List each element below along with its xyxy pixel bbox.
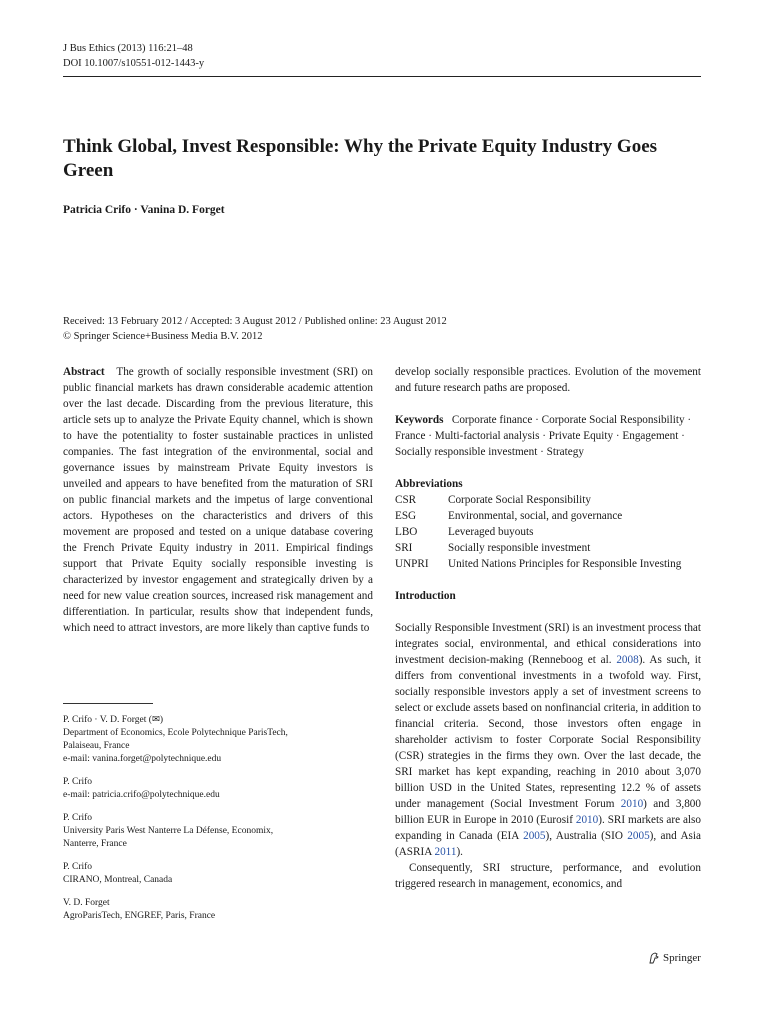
affiliation-line: University Paris West Nanterre La Défense, Economix, bbox=[63, 826, 274, 836]
keywords-label: Keywords bbox=[395, 414, 444, 426]
abbreviation-value: Corporate Social Responsibility bbox=[448, 494, 591, 506]
publication-dates bbox=[63, 314, 447, 344]
citation-link[interactable]: 2010 bbox=[620, 798, 644, 810]
abbreviation-row bbox=[395, 524, 701, 540]
journal-header bbox=[63, 41, 204, 71]
introduction-paragraph-2: Consequently, SRI structure, performance, and evolution triggered research in management, economics, and bbox=[395, 862, 701, 890]
affiliation-line: AgroParisTech, ENGREF, Paris, France bbox=[63, 911, 216, 921]
keywords-text: Corporate finance · Corporate Social Responsibility · France · Multi-factorial analysis · Private Equity · Engagement · Socially responsible investment · Strategy bbox=[395, 414, 692, 458]
abbreviation-key: LBO bbox=[395, 526, 418, 538]
citation-link[interactable]: 2011 bbox=[434, 846, 457, 858]
copyright: © Springer Science+Business Media B.V. 2012 bbox=[63, 331, 263, 342]
abbreviations-heading: Abbreviations bbox=[395, 478, 463, 490]
affiliation-line: Palaiseau, France bbox=[63, 741, 130, 751]
affiliation-block bbox=[63, 776, 363, 802]
affiliation-block bbox=[63, 861, 363, 887]
abstract-continuation: develop socially responsible practices. Evolution of the movement and future research paths are proposed. bbox=[395, 366, 701, 394]
abstract-text: The growth of socially responsible investment (SRI) on public financial markets has drawn considerable academic attention over the last decade. Discarding from the previous literature, this article sets up to analyze the Private Equity channel, which is shown to have the potentiality to foster sustainable practices in unlisted companies. The fast integration of the environmental, social and governance issues by mainstream Private Equity investors is unveiled and appears to have benefited from the maturation of SRI on public financial markets and the impetus of large conventional actors. Hypotheses on the characteristics and drivers of this movement are proposed and tested on a unique database covering the French Private Equity industry in 2011. Empirical findings support that Private Equity socially responsible investing is characterized by investor engagement and strategically driven by a need for new value creation sources, increased risk management and differentiation. In particular, results show that independent funds, which need to attract investors, are more likely than captive funds to bbox=[63, 366, 373, 634]
abbreviation-key: CSR bbox=[395, 494, 417, 506]
publisher-footer bbox=[648, 952, 701, 964]
affiliation-line: CIRANO, Montreal, Canada bbox=[63, 875, 173, 885]
abbreviation-key: UNPRI bbox=[395, 558, 429, 570]
abstract bbox=[63, 364, 373, 636]
abbreviations-list bbox=[395, 492, 701, 572]
introduction-paragraph bbox=[395, 620, 701, 860]
citation-link[interactable]: 2005 bbox=[627, 830, 650, 842]
paragraph-text: ) and 3,800 billion EUR in Europe in 2010 (Eurosif bbox=[395, 798, 701, 826]
paragraph-text: ), Australia (SIO bbox=[545, 830, 628, 842]
footnote-rule bbox=[63, 703, 153, 704]
paper-title: Think Global, Invest Responsible: Why the Private Equity Industry Goes Green bbox=[63, 136, 658, 181]
history-dates: Received: 13 February 2012 / Accepted: 3 August 2012 / Published online: 23 August 2012 bbox=[63, 316, 447, 327]
publisher-name: Springer bbox=[663, 952, 701, 964]
paragraph-text: ). SRI markets are also expanding in Canada (EIA bbox=[395, 814, 701, 842]
abbreviation-row bbox=[395, 508, 701, 524]
affiliation-block bbox=[63, 897, 363, 923]
affiliation-line[interactable]: e-mail: patricia.crifo@polytechnique.edu bbox=[63, 790, 220, 800]
abbreviation-row bbox=[395, 492, 701, 508]
citation-link[interactable]: 2005 bbox=[523, 830, 546, 842]
affiliation-line[interactable]: e-mail: vanina.forget@polytechnique.edu bbox=[63, 754, 222, 764]
affiliation-author: P. Crifo · V. D. Forget (✉) bbox=[63, 715, 164, 725]
keywords bbox=[395, 412, 701, 460]
citation-link[interactable]: 2008 bbox=[616, 654, 639, 666]
header-rule bbox=[63, 76, 701, 77]
paragraph-text: Socially Responsible Investment (SRI) is an investment process that integrates social, environmental, and ethical considerations into investment decision-making (Renneboog et al. bbox=[395, 622, 701, 666]
paragraph-text: ). bbox=[456, 846, 463, 858]
abbreviation-row bbox=[395, 540, 701, 556]
affiliation-block bbox=[63, 714, 363, 766]
paragraph-text: ), and Asia (ASRIA bbox=[395, 830, 701, 858]
paragraph-text: ). As such, it differs from conventional investments in a twofold way. First, socially responsible investors apply a set of investment screens to select or exclude assets based on nonfinancial criteria, in addition to financial criteria. Second, those investors often engage in shareholder activism to foster Corporate Social Responsibility (CSR) strategies in the firms they own. Over the last decade, the SRI market has kept expanding, reaching in 2010 about 3,070 billion USD in the United States, representing 12.2 % of assets under management (Social Investment Forum bbox=[395, 654, 701, 810]
affiliation-block bbox=[63, 812, 363, 851]
affiliation-author: P. Crifo bbox=[63, 813, 93, 823]
abbreviation-value: Socially responsible investment bbox=[448, 542, 591, 554]
citation-link[interactable]: 2010 bbox=[575, 814, 599, 826]
right-column bbox=[395, 364, 701, 892]
affiliation-author: P. Crifo bbox=[63, 777, 93, 787]
affiliation-author: V. D. Forget bbox=[63, 898, 110, 908]
left-column bbox=[63, 364, 373, 636]
springer-horse-icon bbox=[648, 952, 660, 964]
abbreviation-key: ESG bbox=[395, 510, 417, 522]
abbreviation-row bbox=[395, 556, 701, 572]
journal-citation: J Bus Ethics (2013) 116:21–48 bbox=[63, 43, 193, 54]
introduction-heading: Introduction bbox=[395, 590, 456, 602]
author-list: Patricia Crifo · Vanina D. Forget bbox=[63, 204, 225, 216]
affiliation-line: Nanterre, France bbox=[63, 839, 127, 849]
affiliation-line: Department of Economics, Ecole Polytechnique ParisTech, bbox=[63, 728, 288, 738]
doi: DOI 10.1007/s10551-012-1443-y bbox=[63, 58, 205, 69]
abbreviation-value: Environmental, social, and governance bbox=[448, 510, 623, 522]
affiliation-author: P. Crifo bbox=[63, 862, 93, 872]
abbreviation-value: United Nations Principles for Responsible Investing bbox=[448, 558, 682, 570]
abstract-label: Abstract bbox=[63, 366, 105, 378]
abbreviation-key: SRI bbox=[395, 542, 413, 554]
abbreviation-value: Leveraged buyouts bbox=[448, 526, 534, 538]
affiliations bbox=[63, 714, 363, 933]
